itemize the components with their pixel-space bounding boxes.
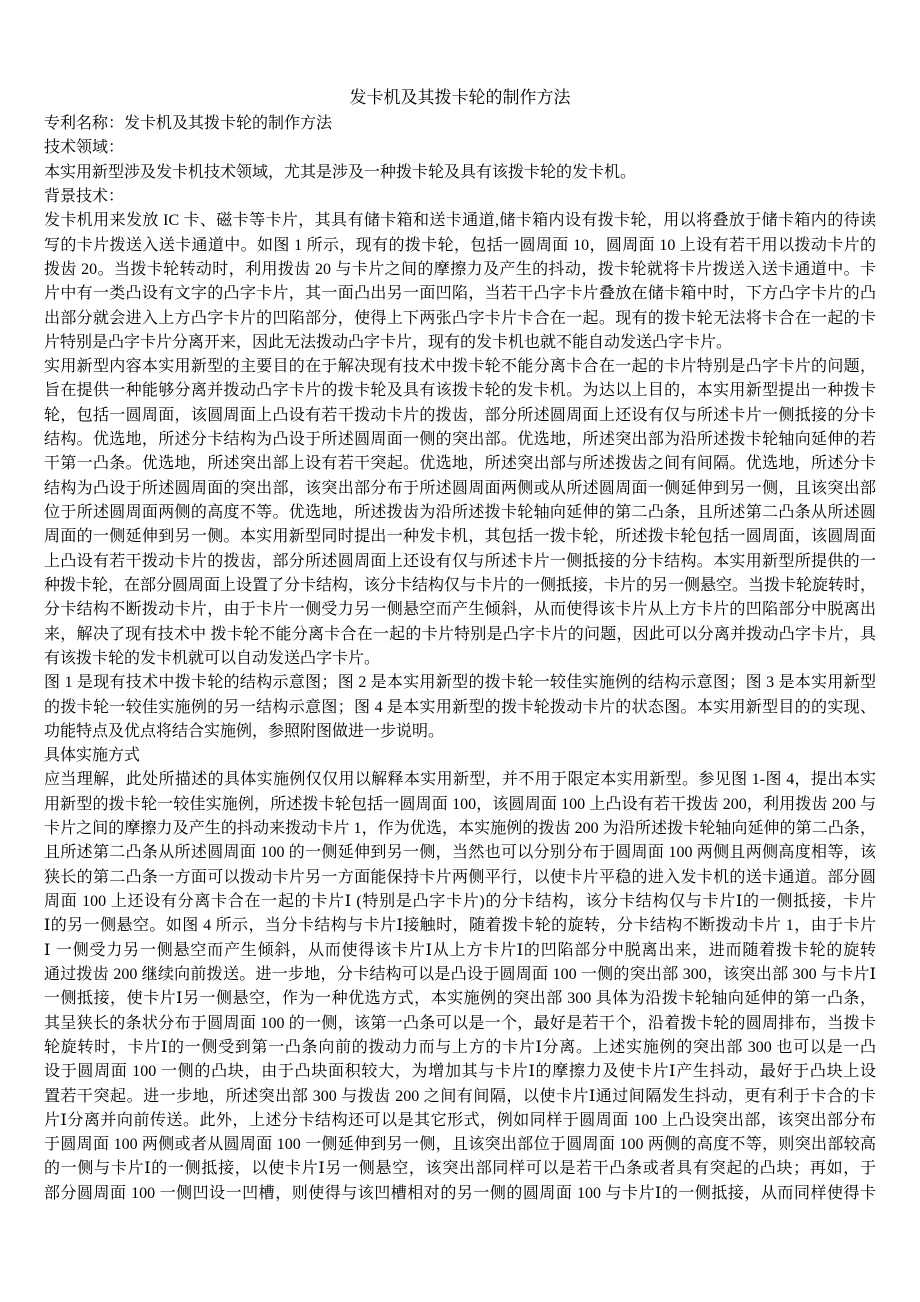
text-line: 结构为凸设于所述圆周面的突出部，该突出部分布于所述圆周面两侧或从所述圆周面一侧延伸到另一侧，且该突出部 [44,479,876,497]
text-line: 卡片之间的摩擦力及产生的抖动来拨动卡片 1，作为优选，本实施例的拨齿 200 为沿所述拨卡轮轴向延伸的第二凸条， [44,820,876,838]
text-line: 专利名称：发卡机及其拨卡轮的制作方法 [44,115,333,132]
text-line: 发卡机用来发放 IC 卡、磁卡等卡片，其具有储卡箱和送卡通道,储卡箱内设有拨卡轮，用以将叠放于储卡箱内的待读 [44,212,876,230]
text-line: 技术领域： [44,139,125,157]
text-line: 分卡结构不断拨动卡片，由于卡片一侧受力另一侧悬空而产生倾斜，从而使得该卡片从上方卡片的凹陷部分中脱离出 [44,601,876,619]
text-line: 来，解决了现有技术中 拨卡轮不能分离卡合在一起的卡片特别是凸字卡片的问题，因此可以分离并拨动凸字卡片，具 [44,625,876,643]
text-line: 片Ⅰ分离并向前传送。此外，上述分卡结构还可以是其它形式，例如同样于圆周面 100 上凸设突出部，该突出部分布 [44,1111,876,1129]
text-line: 图 1 是现有技术中拨卡轮的结构示意图；图 2 是本实用新型的拨卡轮一较佳实施例的结构示意图；图 3 是本实用新型 [44,674,876,692]
text-line: 写的卡片拨送入送卡通道中。如图 1 所示，现有的拨卡轮，包括一圆周面 10，圆周面 10 上设有若干用以拨动卡片的 [44,236,876,254]
text-line: 且所述第二凸条从所述圆周面 100 的一侧延伸到另一侧，当然也可以分别分布于圆周面 100 两侧且两侧高度相等，该 [44,844,876,862]
text-line: 背景技术： [44,187,125,205]
text-line: 一侧抵接，使卡片Ⅰ另一侧悬空，作为一种优选方式，本实施例的突出部 300 具体为沿拨卡轮轴向延伸的第一凸条， [44,990,876,1008]
text-line: 用新型的拨卡轮一较佳实施例，所述拨卡轮包括一圆周面 100，该圆周面 100 上凸设有若干拨齿 200，利用拨齿 200 与 [44,795,876,813]
text-line: 其呈狭长的条状分布于圆周面 100 的一侧，该第一凸条可以是一个，最好是若干个，沿着拨卡轮的圆周排布，当拨卡 [44,1014,876,1032]
text-line: 设于圆周面 100 一侧的凸块，由于凸块面积较大，为增加其与卡片Ⅰ的摩擦力及使卡片Ⅰ产生抖动，最好于凸块上设 [44,1063,876,1081]
text-line: 位于所述圆周面两侧的高度不等。优选地，所述拨齿为沿所述拨卡轮轴向延伸的第二凸条，且所述第二凸条从所述圆 [44,504,876,521]
text-line: 于圆周面 100 两侧或者从圆周面 100 一侧延伸到另一侧，且该突出部位于圆周面 100 两侧的高度不等，则突出部较高 [44,1136,876,1154]
text-line: 轮旋转时，卡片Ⅰ的一侧受到第一凸条向前的拨动力而与上方的卡片Ⅰ分离。上述实施例的突出部 300 也可以是一凸 [44,1038,876,1056]
text-line: 片中有一类凸设有文字的凸字卡片，其一面凸出另一面凹陷，当若干凸字卡片叠放在储卡箱中时，下方凸字卡片的凸 [44,285,876,303]
text-line: 实用新型内容本实用新型的主要目的在于解决现有技术中拨卡轮不能分离卡合在一起的卡片特别是凸字卡片的问题， [44,358,876,376]
text-line: 周面 100 上还设有分离卡合在一起的卡片Ⅰ (特别是凸字卡片)的分卡结构，该分卡结构仅与卡片Ⅰ的一侧抵接，卡片 [44,893,876,910]
text-line: 片特别是凸字卡片分离开来，因此无法拨动凸字卡片，现有的发卡机也就不能自动发送凸字卡片。 [44,333,733,351]
text-line: 旨在提供一种能够分离并拨动凸字卡片的拨卡轮及具有该拨卡轮的发卡机。为达以上目的，本实用新型提出一种拨卡 [44,382,876,400]
text-line: 出部分就会进入上方凸字卡片的凹陷部分，使得上下两张凸字卡片卡合在一起。现有的拨卡轮无法将卡合在一起的卡 [44,309,876,327]
text-line: 本实用新型涉及发卡机技术领域，尤其是涉及一种拨卡轮及具有该拨卡轮的发卡机。 [44,163,637,181]
text-line: 周面的一侧延伸到另一侧。本实用新型同时提出一种发卡机，其包括一拨卡轮，所述拨卡轮包括一圆周面，该圆周面 [44,528,876,546]
text-line: 拨齿 20。当拨卡轮转动时，利用拨齿 20 与卡片之间的摩擦力及产生的抖动，拨卡轮就将卡片拨送入送卡通道中。卡 [44,260,876,278]
text-line: Ⅰ的另一侧悬空。如图 4 所示，当分卡结构与卡片Ⅰ接触时，随着拨卡轮的旋转，分卡结构不断拨动卡片 1，由于卡片 [44,917,876,935]
text-line: 种拨卡轮，在部分圆周面上设置了分卡结构，该分卡结构仅与卡片的一侧抵接，卡片的另一侧悬空。当拨卡轮旋转时， [44,576,876,594]
text-line: 的一侧与卡片Ⅰ的一侧抵接，以使卡片Ⅰ另一侧悬空，该突出部同样可以是若干凸条或者具有突起的凸块；再如，于 [44,1160,876,1178]
text-line: 置若干突起。进一步地，所述突出部 300 与拨齿 200 之间有间隔，以使卡片Ⅰ通过间隔发生抖动，更有利于卡合的卡 [44,1087,876,1105]
text-line: 结构。优选地，所述分卡结构为凸设于所述圆周面一侧的突出部。优选地，所述突出部为沿所述拨卡轮轴向延伸的若 [44,431,876,449]
document-title: 发卡机及其拨卡轮的制作方法 [349,88,571,107]
text-line: 通过拨齿 200 继续向前拨送。进一步地，分卡结构可以是凸设于圆周面 100 一侧的突出部 300，该突出部 300 与卡片Ⅰ [44,965,876,983]
text-line: 干第一凸条。优选地，所述突出部上设有若干突起。优选地，所述突出部与所述拨齿之间有间隔。优选地，所述分卡 [44,455,876,473]
text-line: 上凸设有若干拨动卡片的拨齿，部分所述圆周面上还设有仅与所述卡片一侧抵接的分卡结构。本实用新型所提供的一 [44,552,876,570]
text-line: 应当理解，此处所描述的具体实施例仅仅用以解释本实用新型，并不用于限定本实用新型。参见图 1-图 4，提出本实 [44,771,876,789]
text-line: 功能特点及优点将结合实施例，参照附图做进一步说明。 [44,722,445,740]
text-line: 狭长的第二凸条一方面可以拨动卡片另一方面能保持卡片两侧平行，以使卡片平稳的进入发卡机的送卡通道。部分圆 [44,868,876,886]
text-line: 的拨卡轮一较佳实施例的另一结构示意图；图 4 是本实用新型的拨卡轮拨动卡片的状态图。本实用新型目的的实现、 [44,698,876,716]
text-line: 轮，包括一圆周面，该圆周面上凸设有若干拨动卡片的拨齿，部分所述圆周面上还设有仅与所述卡片一侧抵接的分卡 [44,406,876,424]
text-line: 具体实施方式 [44,747,141,765]
text-line: 部分圆周面 100 一侧凹设一凹槽，则使得与该凹槽相对的另一侧的圆周面 100 与卡片Ⅰ的一侧抵接，从而同样使得卡 [44,1184,876,1202]
text-line: Ⅰ 一侧受力另一侧悬空而产生倾斜，从而使得该卡片Ⅰ从上方卡片Ⅰ的凹陷部分中脱离出来，进而随着拨卡轮的旋转 [44,941,876,959]
text-line: 有该拨卡轮的发卡机就可以自动发送凸字卡片。 [44,649,381,667]
document-body [44,112,876,1206]
